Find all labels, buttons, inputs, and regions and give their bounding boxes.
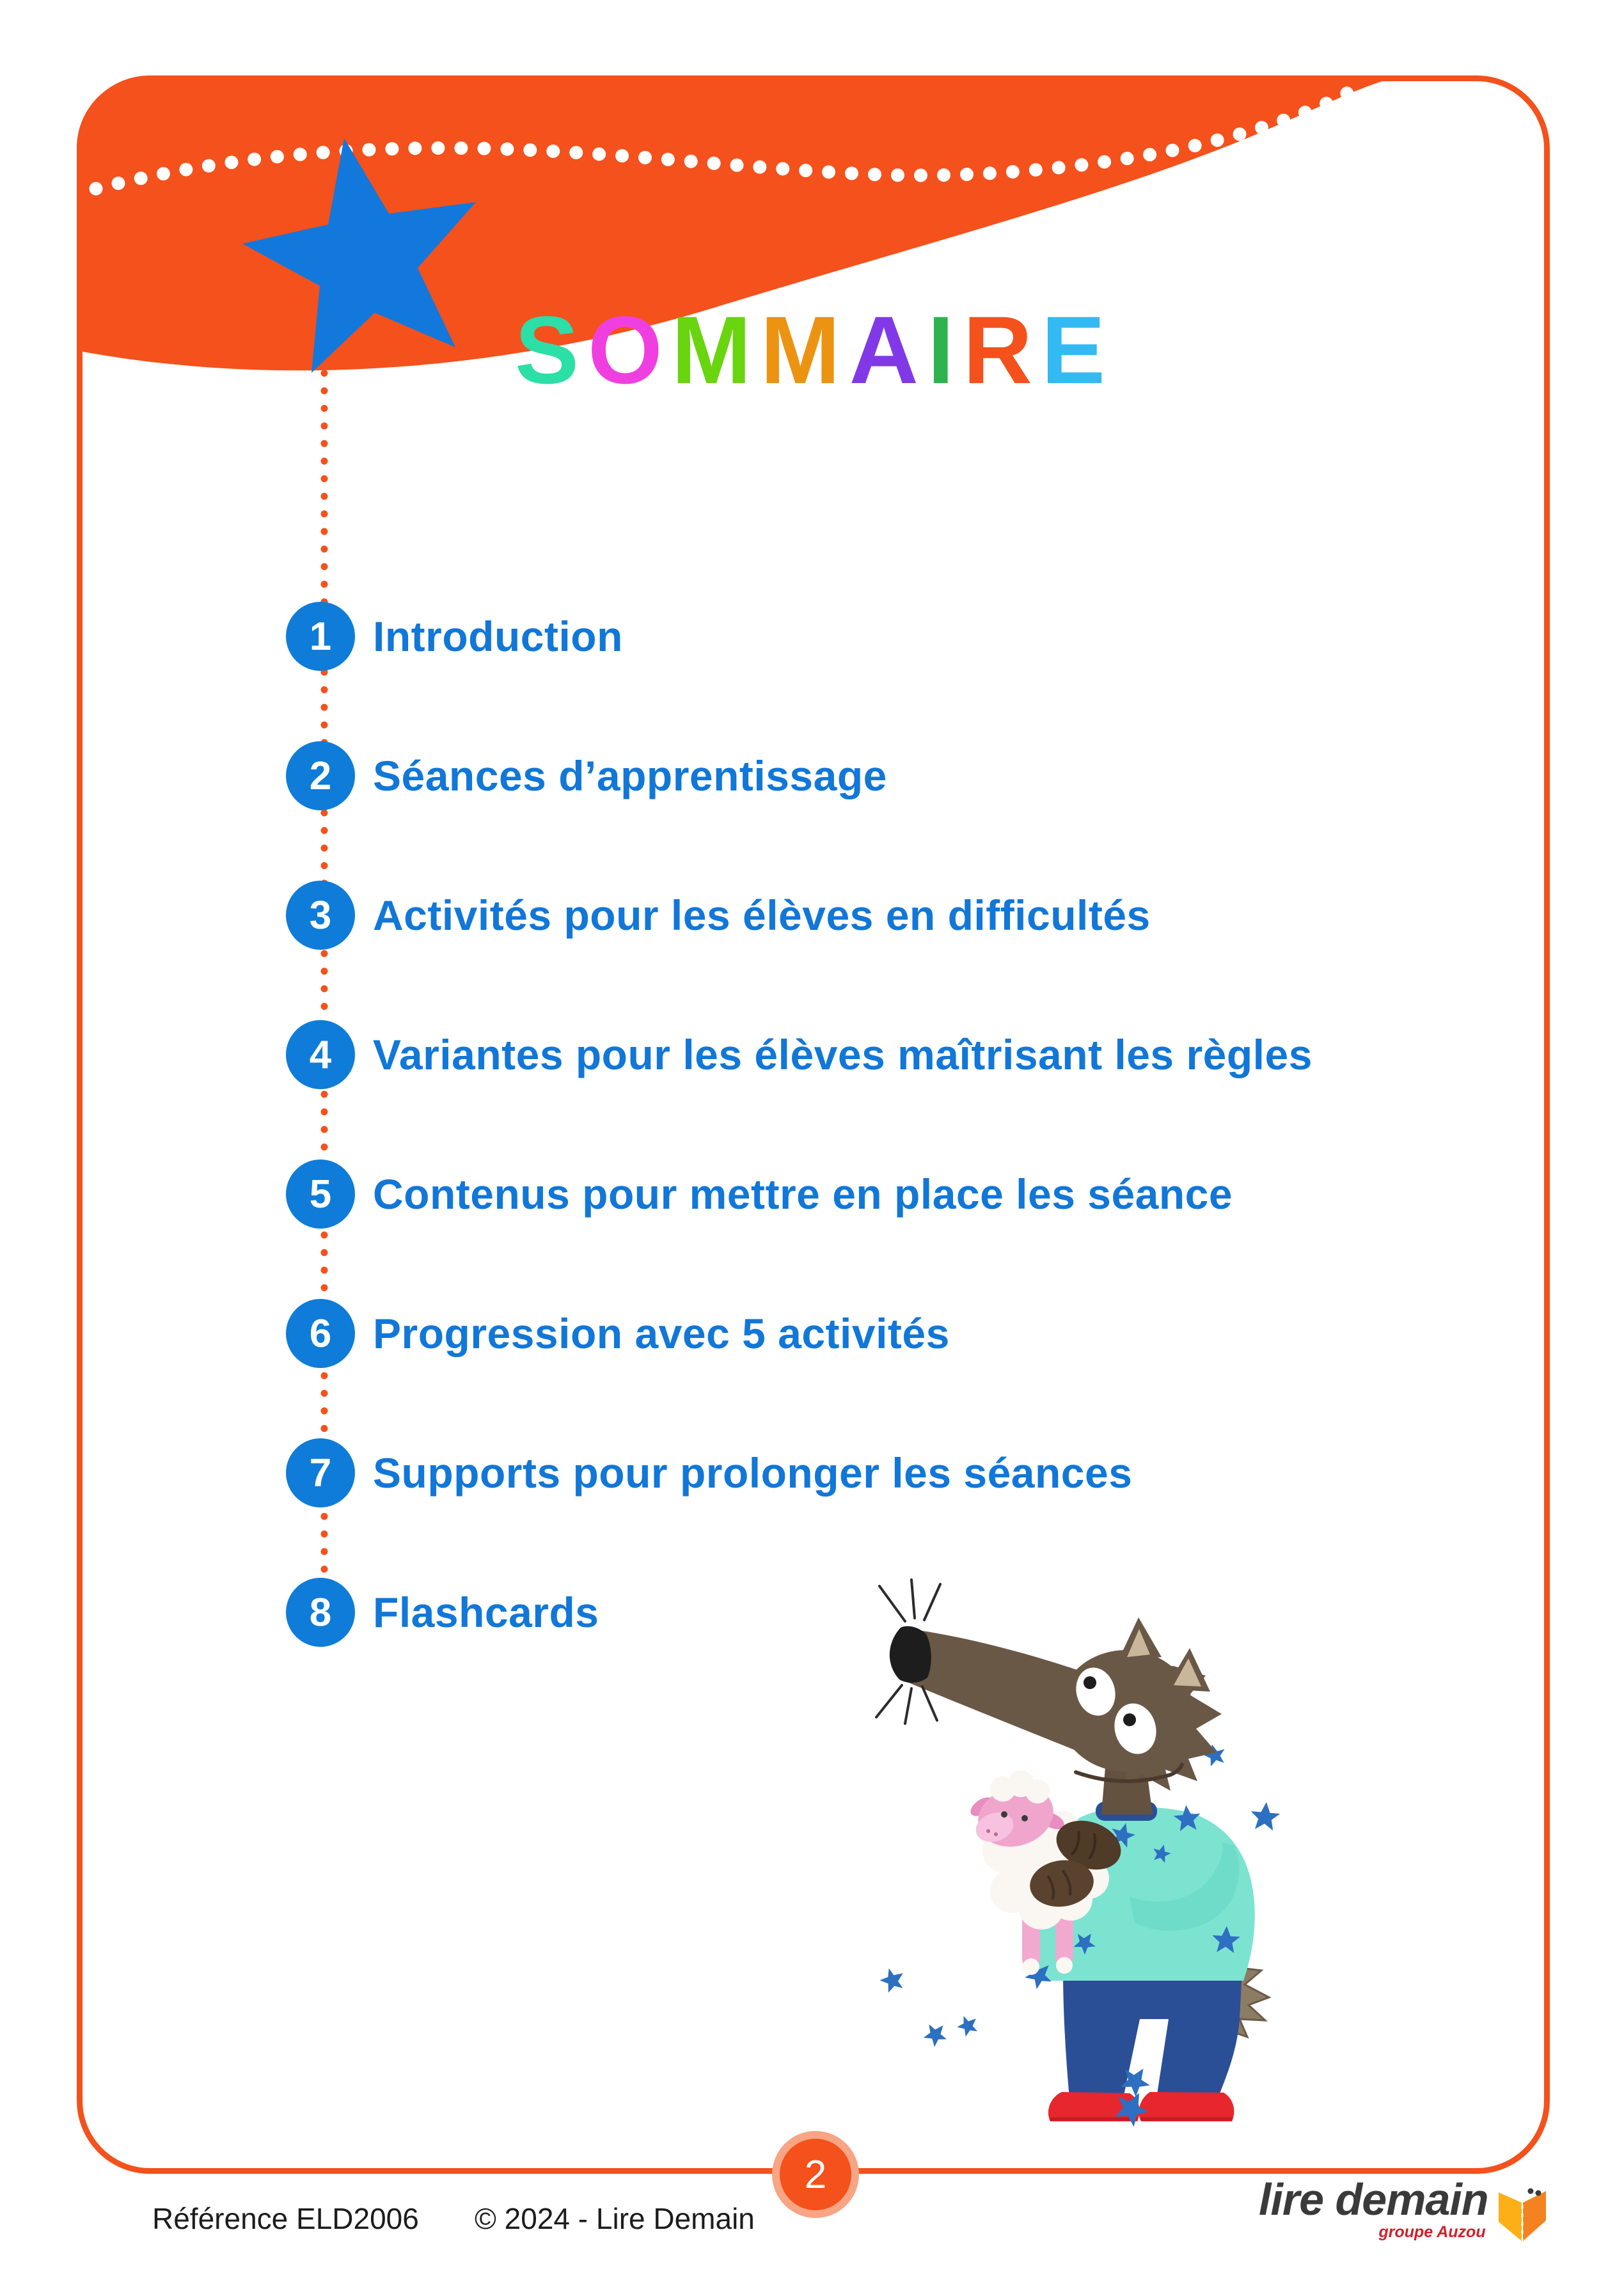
open-book-icon [1494,2186,1551,2244]
toc-item-5 [286,1158,1233,1230]
title-letter: S [514,296,583,404]
page-number: 2 [780,2139,851,2210]
wolf-illustration [851,1564,1298,2127]
toc-number-badge: 7 [286,1438,355,1507]
lire-demain-logo [1259,2174,1551,2244]
title-letter: I [927,296,958,404]
toc-number-badge: 8 [286,1578,355,1647]
toc-number-badge: 2 [286,741,355,810]
toc-item-label: Supports pour prolonger les séances [373,1449,1133,1497]
toc-item-label: Progression avec 5 activités [373,1310,950,1357]
title-letter: R [963,296,1036,404]
title-letter: M [671,296,755,404]
toc-item-label: Séances d’apprentissage [373,752,887,799]
toc-item-label: Variantes pour les élèves maîtrisant les règles [373,1031,1313,1078]
toc-item-1 [286,601,623,672]
toc-item-7 [286,1437,1132,1509]
wolf-head [876,1580,1222,1791]
toc-number-badge: 1 [286,602,355,671]
toc-item-label: Activités pour les élèves en difficultés [373,892,1151,939]
toc-item-8 [286,1577,599,1648]
wolf-nose [890,1626,931,1683]
toc-item-label: Flashcards [373,1589,599,1636]
logo-group: groupe Auzou [1378,2223,1486,2241]
logo-name: lire demain [1259,2174,1488,2224]
wolf-pants [1063,1970,1242,2098]
footer-reference: Référence ELD2006 [152,2202,419,2235]
page-number-badge [772,2131,859,2218]
title-letter: O [588,296,666,404]
title-letter: E [1041,296,1110,404]
toc-number-badge: 3 [286,881,355,950]
toc-item-3 [286,879,1151,951]
footer-copyright: © 2024 - Lire Demain [475,2202,755,2235]
toc-item-4 [286,1019,1313,1090]
title-letter: A [849,296,922,404]
page-title [0,296,1624,404]
toc-item-6 [286,1298,950,1369]
toc-number-badge: 5 [286,1160,355,1229]
toc-item-label: Introduction [373,613,623,660]
wolf-slippers [1048,2092,1234,2121]
toc-item-2 [286,740,887,812]
toc-number-badge: 6 [286,1299,355,1368]
toc-item-label: Contenus pour mettre en place les séance [373,1170,1233,1218]
toc-number-badge: 4 [286,1020,355,1089]
title-letter: M [760,296,844,404]
